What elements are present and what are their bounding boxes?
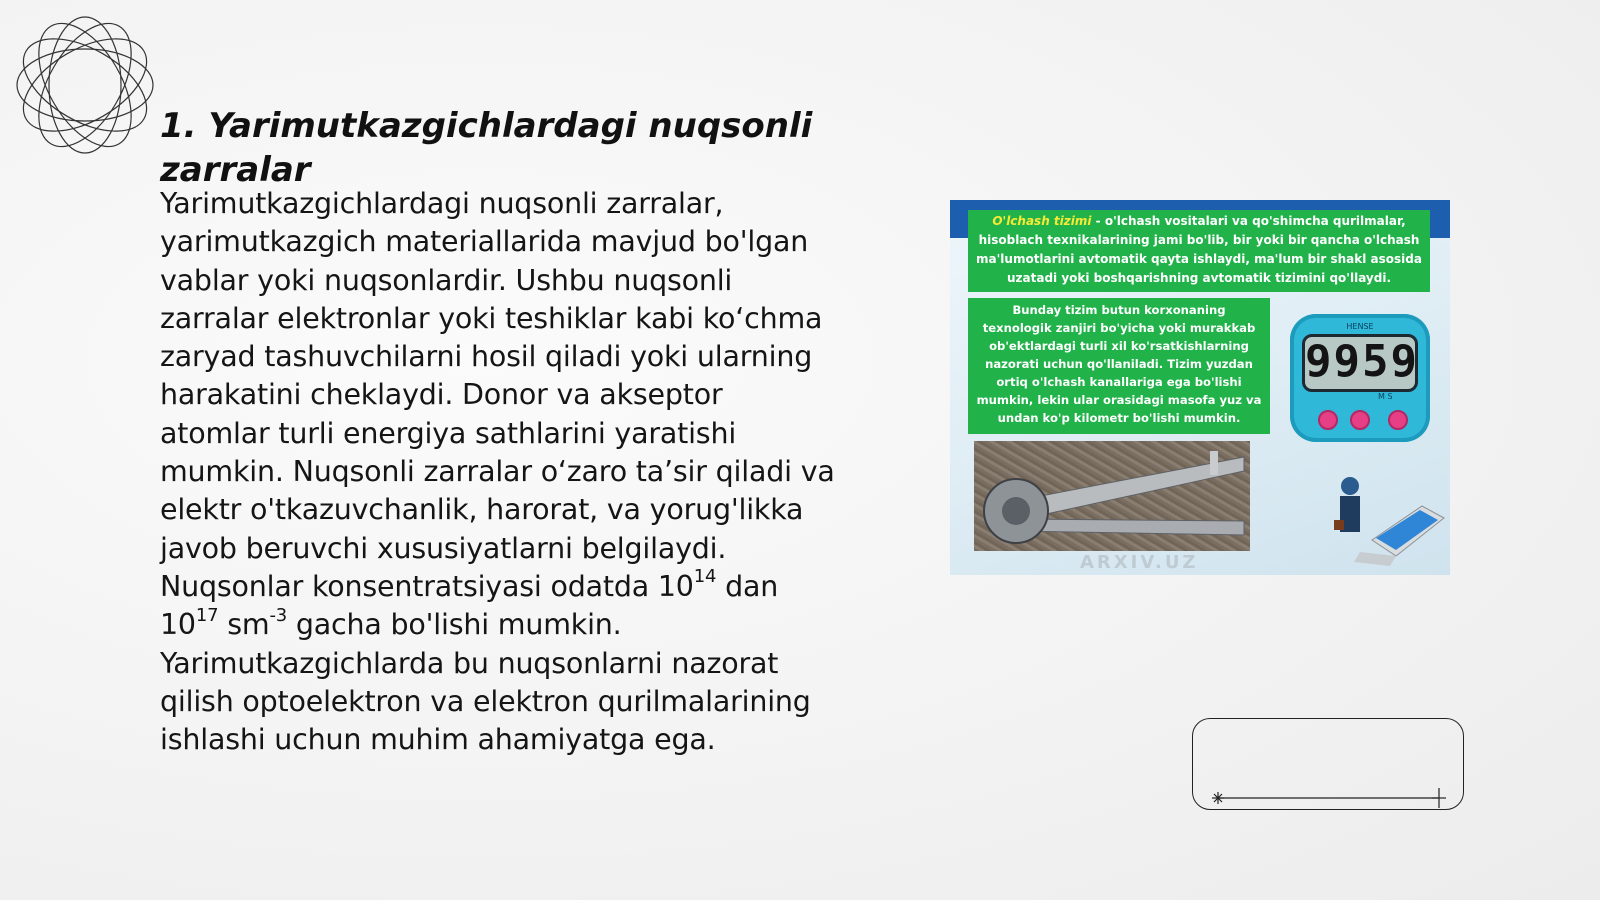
- body-mid1: dan 10: [160, 569, 779, 642]
- timer-display: 9959: [1302, 334, 1418, 392]
- timer-button: [1350, 410, 1370, 430]
- definition-text: - o'lchash vositalari va qo'shimcha qurilmalar, hisoblach texnikalarining jami bo'lib, bir yoki bir qancha o'lchash ma'lumotlarini avtomatik qayta ishlaydi, ma'lum bir shakl asosida uzatadi yoki boshqarishning avtomatik tizimini qo'llaydi.: [976, 214, 1422, 285]
- digital-timer-image: [1290, 314, 1430, 442]
- cross-star-icon: [1432, 788, 1446, 808]
- timer-button: [1318, 410, 1338, 430]
- timer-brand: HENSE: [1346, 322, 1374, 331]
- definition-term: O'lchash tizimi: [992, 214, 1092, 228]
- sparkle-star-icon: [1212, 792, 1224, 804]
- exponent-17: 17: [195, 604, 219, 626]
- rosette-ornament-icon: [10, 10, 160, 160]
- body-main: Yarimutkazgichlardagi nuqsonli zarralar, yarimutkazgich materiallarida mavjud bo'lgan vablar yoki nuqsonlardir. Ushbu nuqsonli zarralar elektronlar yoki teshiklar kabi ko‘chma zaryad tashuvchilarni hosil qiladi yoki ularning harakatini cheklaydi. Donor va akseptor atomlar turli energiya sathlarini yaratishi mumkin. Nuqsonli zarralar o‘zaro ta’sir qiladi va elektr o'tkazuvchanlik, harorat, va yorug'likka javob beruvchi xususiyatlarni belgilaydi. Nuqsonlar konsentratsiyasi odatda 10: [160, 187, 835, 603]
- protractor-photo: [974, 441, 1250, 551]
- frame-line-ornament: [1210, 788, 1450, 808]
- slide-title: 1. Yarimutkazgichlardagi nuqsonli zarralar: [160, 106, 813, 190]
- protractor-icon: [974, 441, 1250, 551]
- laptop-businessman-clipart: [1320, 470, 1446, 570]
- definition-box: [968, 210, 1430, 292]
- measurement-system-illustration: [950, 200, 1450, 575]
- timer-button: [1388, 410, 1408, 430]
- exponent-14: 14: [693, 566, 717, 588]
- description-box: Bunday tizim butun korxonaning texnologik zanjiri bo'yicha yoki murakkab ob'ektlardagi turli xil ko'rsatkishlarning nazorati uchun qo'llaniladi. Tizim yuzdan ortiq o'lchash kanallariga ega bo'lishi mumkin, lekin ular orasidagi masofa yuz va undan ko'p kilometr bo'lishi mumkin.: [968, 298, 1270, 434]
- exponent-minus-3: -3: [269, 604, 288, 626]
- watermark: ARXIV.UZ: [1080, 552, 1199, 573]
- body-end: gacha bo'lishi mumkin. Yarimutkazgichlarda bu nuqsonlarni nazorat qilish optoelektron va elektron qurilmalarining ishlashi uchun muhim ahamiyatga ega.: [160, 608, 811, 757]
- timer-units: M S: [1378, 392, 1393, 401]
- slide-body-text: [160, 185, 840, 759]
- body-mid2: sm: [218, 608, 270, 642]
